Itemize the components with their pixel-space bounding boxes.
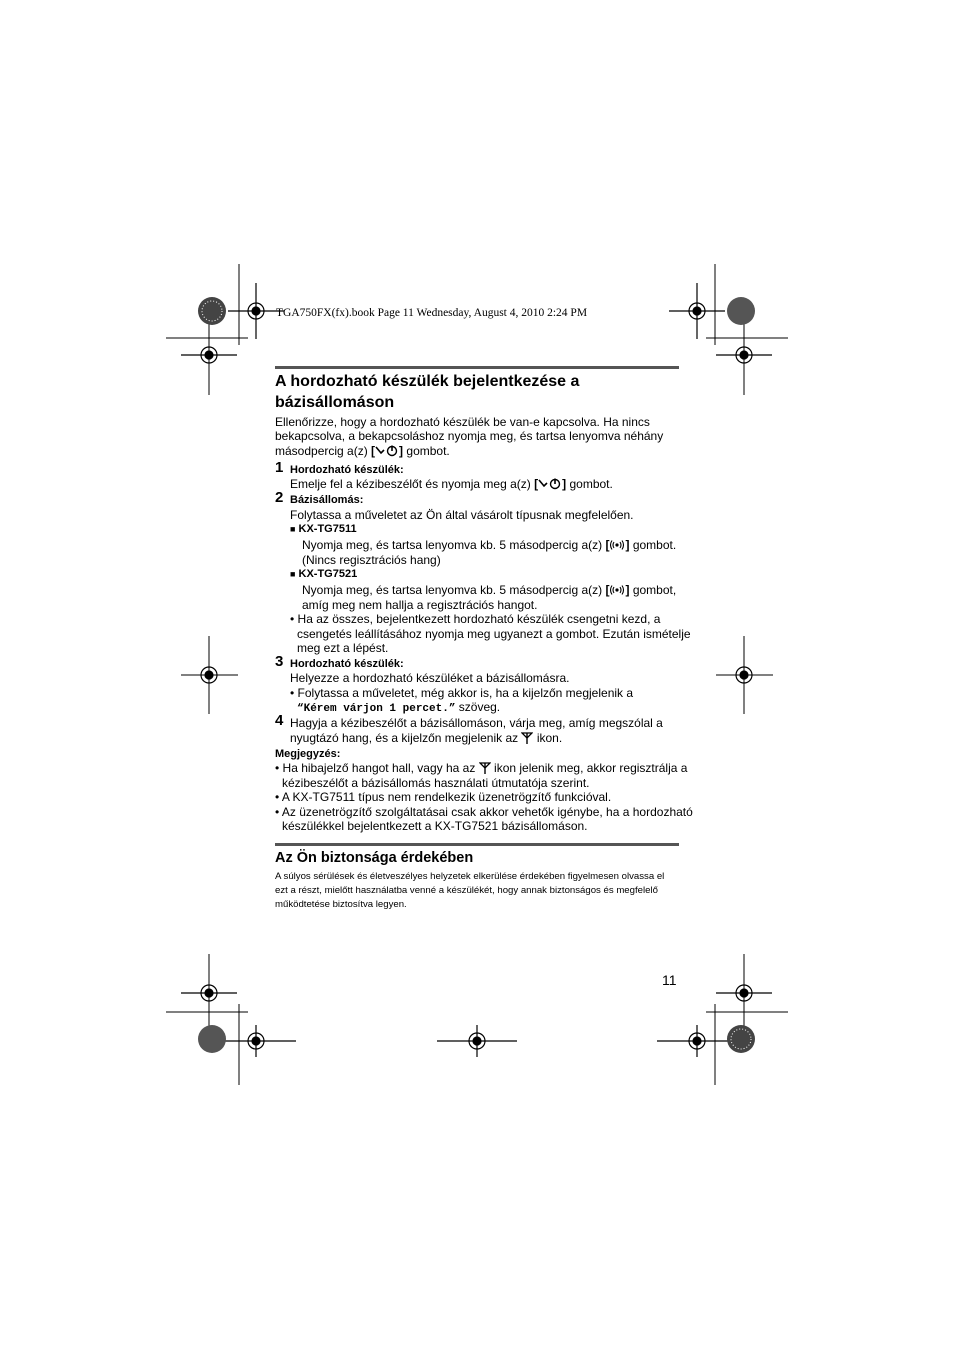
note-text: kézibeszélőt a bázisállomás használati útmutatója szerint.: [282, 776, 590, 790]
step-text: Hagyja a kézibeszélőt a bázisállomáson, várja meg, amíg megszólal a: [290, 716, 663, 730]
section-title: A hordozható készülék bejelentkezése a bázisállomáson: [275, 373, 580, 411]
off-power-key-icon: [ ]: [534, 477, 567, 491]
step-text: Helyezze a hordozható készüléket a bázisállomásra.: [290, 671, 570, 685]
note-item: • A KX-TG7511 típus nem rendelkezik üzenetrögzítő funkcióval.: [275, 790, 612, 804]
display-message: “Kérem várjon 1 percet.”: [297, 703, 456, 715]
step-text: Emelje fel a kézibeszélőt és nyomja meg a(z) [ ] gombot.: [290, 477, 613, 491]
note-item: • Az üzenetrögzítő szolgáltatásai csak akkor vehetők igénybe, ha a hordozható: [275, 805, 693, 819]
antenna-icon: [479, 762, 491, 774]
note-item: • Ha hibajelző hangot hall, vagy ha az ikon jelenik meg, akkor regisztrálja a: [275, 761, 688, 775]
bullet-item: • Folytassa a műveletet, még akkor is, ha a kijelzőn megjelenik a: [290, 686, 634, 700]
step-text: nyugtázó hang, és a kijelzőn megjelenik az ikon.: [290, 731, 563, 745]
book-header: TGA750FX(fx).book Page 11 Wednesday, August 4, 2010 2:24 PM: [276, 307, 588, 319]
model-heading: ■ KX-TG7521: [290, 568, 358, 580]
section-title: Az Ön biztonsága érdekében: [275, 850, 474, 866]
step-number: 4: [275, 712, 284, 729]
antenna-icon: [521, 732, 533, 744]
model-text: (Nincs regisztrációs hang): [302, 553, 441, 567]
step-text: Folytassa a műveletet az Ön által vásárolt típusnak megfelelően.: [290, 508, 634, 522]
locator-key-icon: [ ]: [605, 583, 630, 597]
step-heading: Bázisállomás:: [290, 494, 364, 506]
off-power-key-icon: [ ]: [371, 444, 404, 458]
bullet-text: csengetés leállításához nyomja meg ugyanezt a gombot. Ezután ismételje: [297, 627, 691, 641]
model-text: Nyomja meg, és tartsa lenyomva kb. 5 másodpercig a(z) [ ] gombot.: [302, 538, 677, 552]
bullet-text: “Kérem várjon 1 percet.” szöveg.: [297, 700, 501, 715]
step-number: 2: [275, 489, 284, 506]
intro-line: Ellenőrizze, hogy a hordozható készülék be van-e kapcsolva. Ha nincs: [275, 415, 650, 429]
section-rule: [275, 843, 679, 846]
intro-line: másodpercig a(z) [ ] gombot.: [275, 444, 450, 458]
model-heading: ■ KX-TG7511: [290, 523, 357, 535]
bullet-text: meg ezt a lépést.: [297, 641, 389, 655]
model-text: Nyomja meg, és tartsa lenyomva kb. 5 másodpercig a(z) [ ] gombot,: [302, 583, 677, 597]
locator-key-icon: [ ]: [605, 538, 630, 552]
safety-text: A súlyos sérülések és életveszélyes helyzetek elkerülése érdekében figyelmesen olvassa el ezt a részt, mielőtt használatba venné a készülékét, hogy annak biztonságos és megfelelő működtetése biztosítva legyen.: [275, 871, 665, 910]
page-number: 11: [662, 972, 677, 988]
intro-line: bekapcsolva, a bekapcsoláshoz nyomja meg, és tartsa lenyomva néhány: [275, 429, 664, 443]
section-rule: [275, 366, 679, 369]
step-heading: Hordozható készülék:: [290, 658, 404, 670]
step-number: 1: [275, 459, 284, 476]
note-text: készülékkel bejelentkezett a KX-TG7521 bázisállomáson.: [282, 819, 588, 833]
model-text: amíg meg nem hallja a regisztrációs hangot.: [302, 598, 538, 612]
note-heading: Megjegyzés:: [275, 748, 341, 760]
step-heading: Hordozható készülék:: [290, 464, 404, 476]
bullet-item: • Ha az összes, bejelentkezett hordozható készülék csengetni kezd, a: [290, 612, 661, 626]
step-number: 3: [275, 653, 284, 670]
